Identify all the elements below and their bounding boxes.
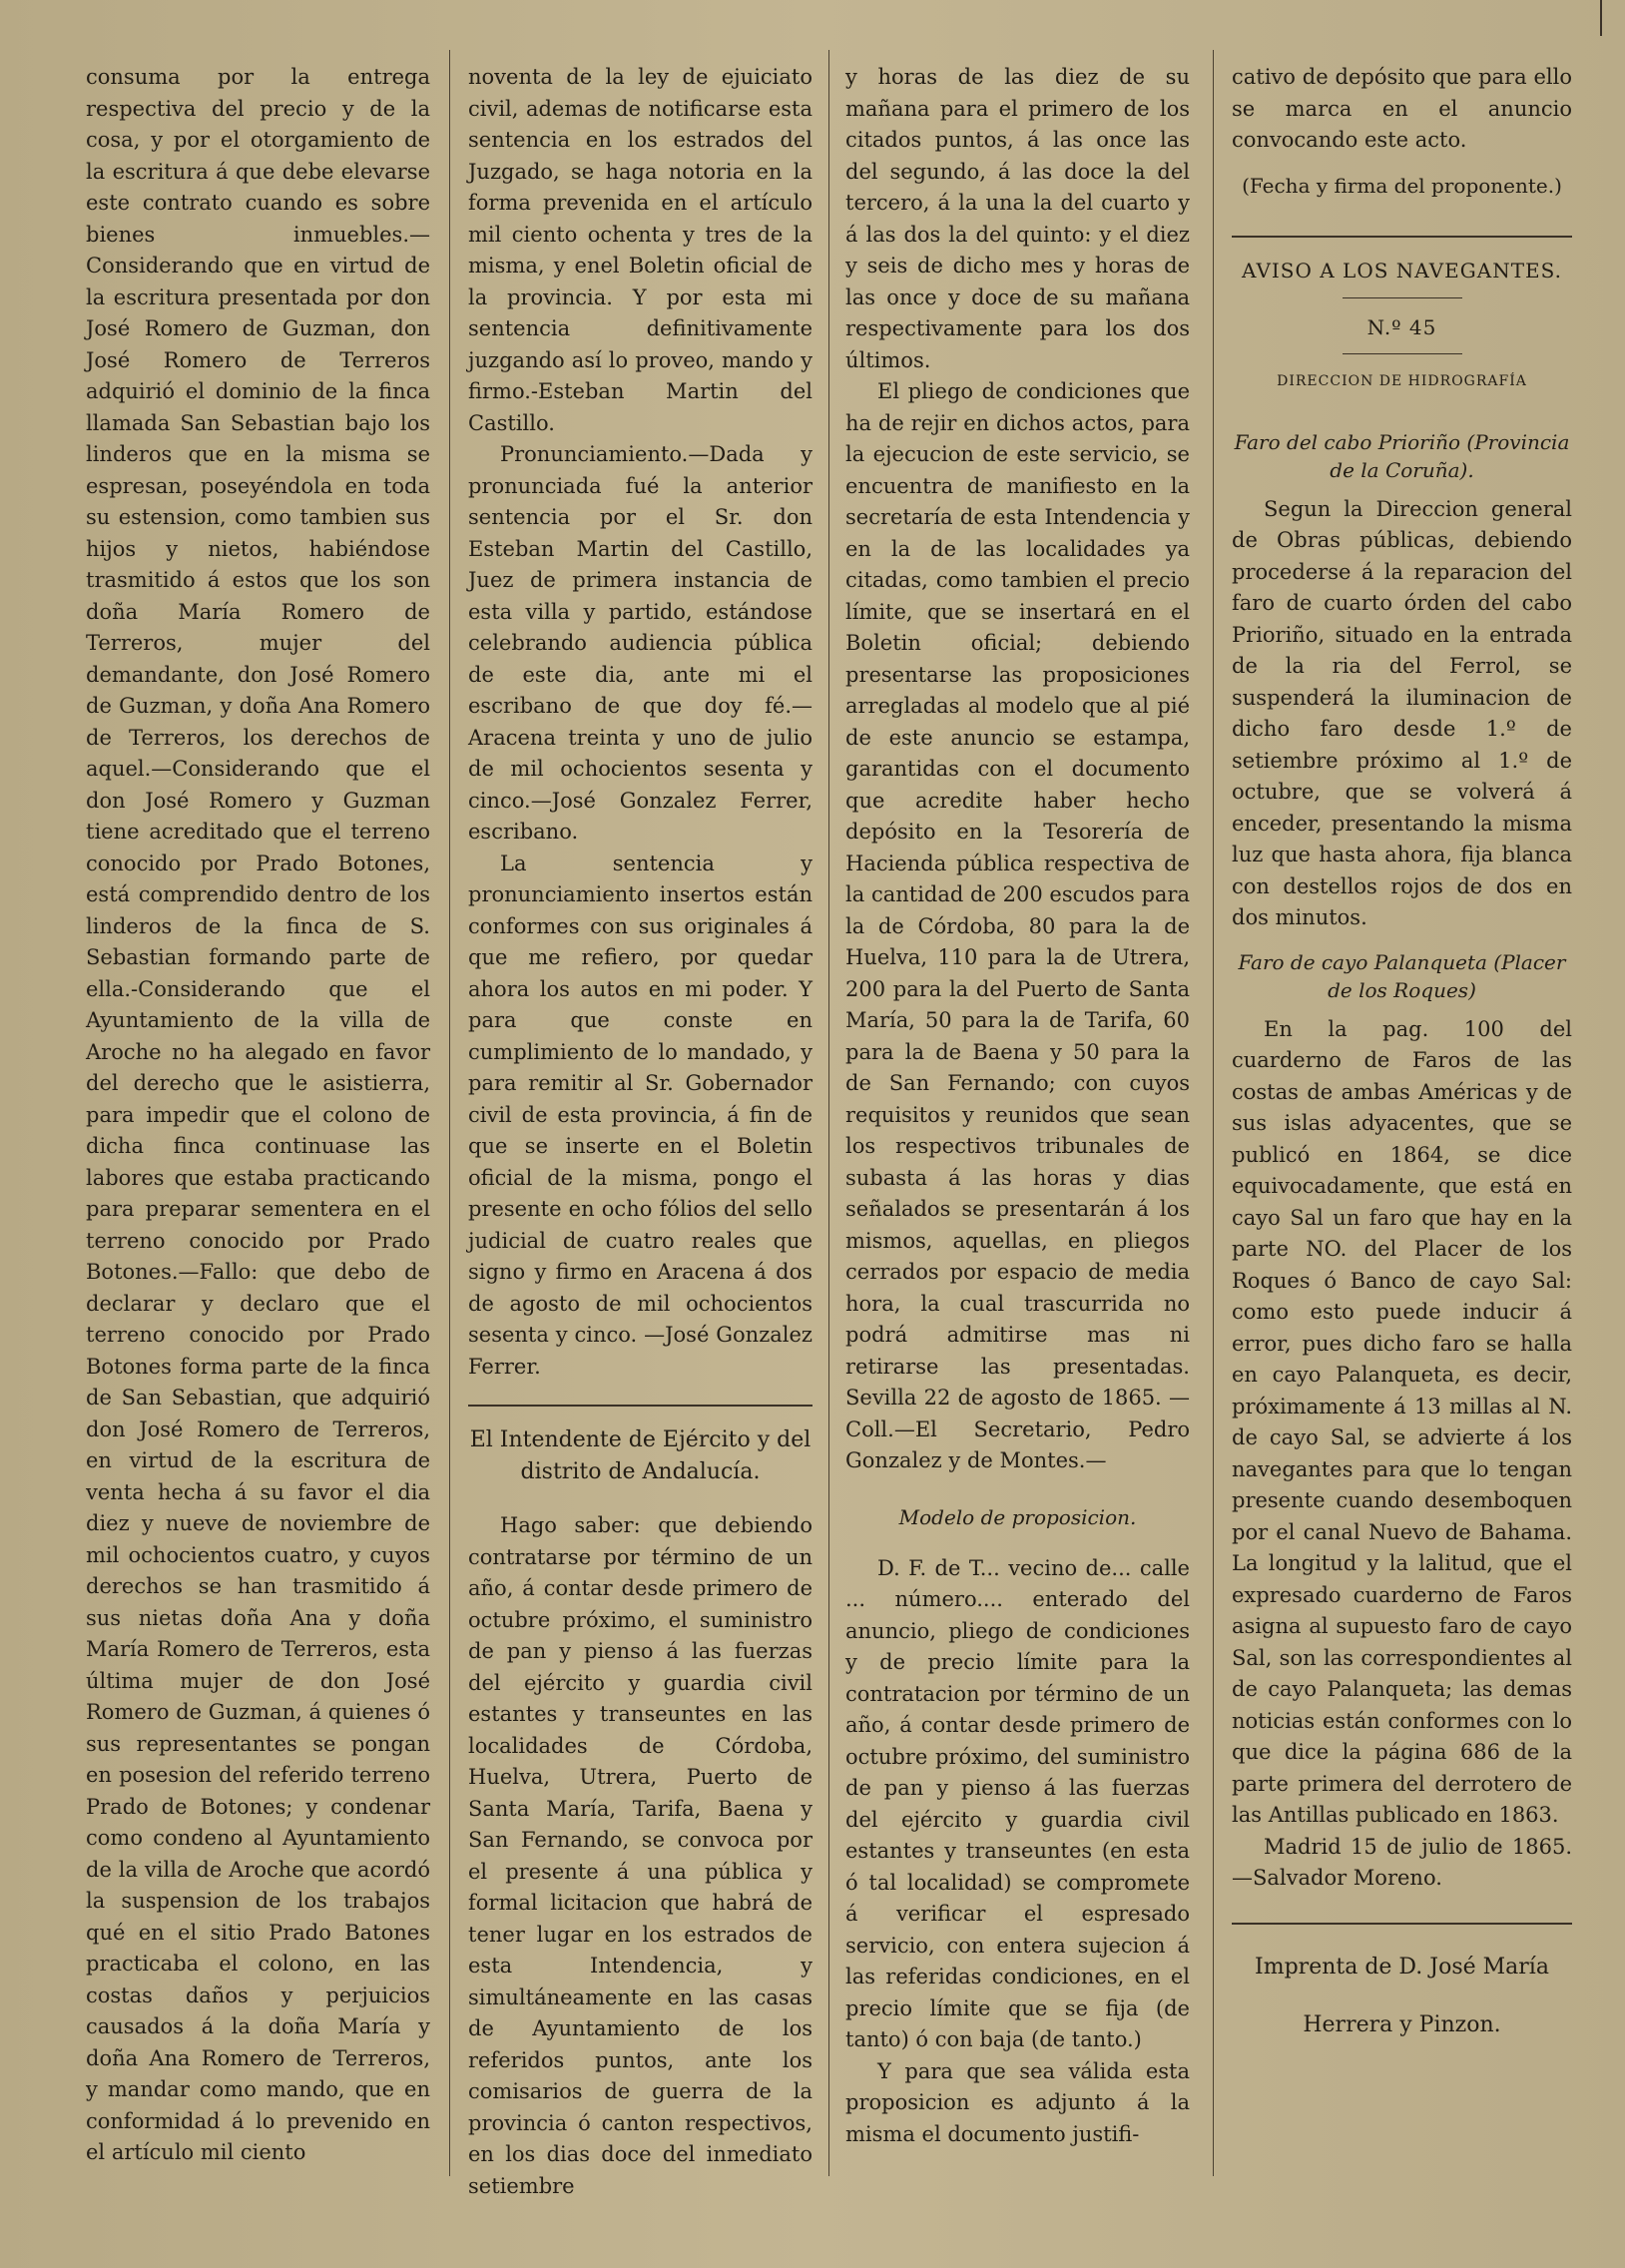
intendente-title: El Intendente de Ejército y del distrito de Andalucía. — [469, 1427, 812, 1484]
column-rule-2 — [828, 50, 829, 2176]
page-edge-mark — [1600, 0, 1602, 36]
column-rule-1 — [449, 50, 450, 2176]
certification: La sentencia y pronunciamiento insertos están conformes con sus originales á que me refiero, por quedar ahora los autos en mi poder. Y para que conste en cumplimiento de lo mandado, y para remitir al Sr. Gobernador civil de esta provincia, á fin de que se inserte en el Boletin oficial de la misma, pongo el presente en ocho fólios del sello judicial de cuatro reales que signo y firmo en Aracena á dos de agosto de mil ochocientos sesenta y cinco. —José Gonzalez Ferrer. — [468, 850, 812, 1379]
imprint-line-1: Imprenta de D. José María — [1255, 1954, 1549, 1980]
sentence-end: noventa de la ley de ejuiciato civil, ademas de notificarse esta sentencia en los estrados del Juzgado, se haga notoria en la forma prevenida en el artículo mil ciento ochenta y tres de la misma, y enel Boletin oficial de la provincia. Y por esta mi sentencia definitivamente juzgando así lo proveo, mando y firmo.-Esteban Martin del Castillo. — [468, 65, 812, 435]
short-divider — [1343, 353, 1462, 354]
conditions-paragraph: El pliego de condiciones que ha de rejir en dichos actos, para la ejecucion de este servicio, se encuentra de manifiesto en la secretaría de esta Intendencia y en la de las localidades ya citadas, como tambien el precio límite, que se insertará en el Boletin oficial; debiendo presentarse las proposiciones arregladas al modelo que al pié de este anuncio se estampa, garantidas con el documento que acredite haber hecho depósito en la Tesorería de Hacienda pública respectiva de la cantidad de 200 escudos para la de Córdoba, 80 para la de Huelva, 110 para la de Utrera, 200 para la del Puerto de Santa María, 50 para la de Tarifa, 60 para la de Baena y 50 para la de San Fernando; con cuyos requisitos y reunidos que sean los respectivos tribunales de subasta á las horas y dias señalados se presentarán á los mismos, aquellas, en pliegos cerrados por espacio de media hora, la cual trascurrida no podrá admitirse mas ni retirarse las presentadas. Sevilla 22 de agosto de 1865. —Coll.—El Secretario, Pedro Gonzalez y de Montes.— — [845, 379, 1190, 1472]
model-title: Modelo de proposicion. — [898, 1504, 1137, 1529]
lighthouse-prior-text: Segun la Direccion general de Obras públicas, debiendo procederse á la reparacion del faro de cuarto órden del cabo Prioriño, situado en la entrada de la ria del Ferrol, se suspenderá la iluminacion de dicho faro desde 1.º de setiembre próximo al 1.º de octubre, que se volverá á enceder, presentando la misma luz que hasta ahora, fija blanca con destellos rojos de dos en dos minutos. — [1232, 496, 1572, 929]
imprint-line-2: Herrera y Pinzon. — [1303, 2011, 1501, 2037]
section-divider — [468, 1405, 812, 1407]
intendente-announcement: Hago saber: que debiendo contratarse por término de un año, á contar desde primero de octubre próximo, el suministro de pan y pienso á las fuerzas del ejército y guardia civil estantes y transeuntes en las localidades de Córdoba, Huelva, Utrera, Puerto de Santa María, Tarifa, Baena y San Fernando, se convoca por el presente á una pública y formal licitacion que habrá de tener lugar en los estrados de esta Intendencia, y simultáneamente en las casas de Ayuntamiento de los referidos puntos, ante los comisarios de guerra de la provincia ó canton respectivos, en los dias doce del inmediato setiembre — [468, 1513, 812, 2198]
short-divider — [1343, 297, 1462, 298]
department-name: DIRECCION DE HIDROGRAFÍA — [1277, 373, 1527, 389]
sentence-text: consuma por la entrega respectiva del precio y de la cosa, y por el otorgamiento de la escritura á que debe elevarse este contrato cuando es sobre bienes inmuebles.—Considerando que en virtud de la escritura presentada por don José Romero de Guzman, don José Romero de Terreros adquirió el dominio de la finca llamada San Sebastian bajo los linderos que en la misma se espresan, poseyéndola en toda su estension, como tambien sus hijos y nietos, habiéndose trasmitido á estos que los son doña María Romero de Terreros, mujer del demandante, don José Romero de Guzman, y doña Ana Romero de Terreros, los derechos de aquel.—Considerando que el don José Romero y Guzman tiene acreditado que el terreno conocido por Prado Botones, está comprendido dentro de los linderos de la finca de S. Sebastian formando parte de ella.-Considerando que el Ayuntamiento de la villa de Aroche no ha alegado en favor del derecho que le asistierra, para impedir que el colono de dicha finca continuase las labores que estaba practicando para preparar sementera en el terreno conocido por Prado Botones.—Fallo: que debo de declarar y declaro que el terreno conocido por Prado Botones forma parte de la finca de San Sebastian, que adquirió don José Romero de Terreros, en virtud de la escritura de venta hecha á su favor el dia diez y nueve de noviembre de mil ochocientos cuatro, y cuyos derechos se han trasmitido á sus nietas doña Ana y doña María Romero de Terreros, esta última mujer de don José Romero de Guzman, á quienes ó sus representantes se pongan en posesion del referido terreno Prado de Botones; y condenar como condeno al Ayuntamiento de la villa de Aroche que acordó la suspension de los trabajos qué en el sitio Prado Batones practicaba el colono, en las costas daños y perjuicios causados á la doña María y doña Ana Romero de Terreros, y mandar como mando, que en conformidad á lo prevenido en el artículo mil ciento — [86, 65, 430, 2164]
column-3 — [845, 62, 1190, 2150]
model-text: D. F. de T... vecino de... calle ... número.... enterado del anuncio, pliego de condiciones y de precio límite para la contratacion por término de un año, á contar desde primero de octubre próximo, del suministro de pan y pienso á las fuerzas del ejército y guardia civil estantes y transeuntes (en esta ó tal localidad) se compromete á verificar el espresado servicio, con entera sujecion á las referidas condiciones, en el precio límite que se fija (de tanto) ó con baja (de tanto.) — [845, 1555, 1190, 2051]
notice-title: AVISO A LOS NAVEGANTES. — [1242, 259, 1562, 283]
model-continued: cativo de depósito que para ello se marca en el anuncio convocando este acto. — [1232, 65, 1572, 152]
column-1 — [86, 62, 430, 2169]
column-rule-3 — [1213, 50, 1214, 2176]
column-4 — [1232, 62, 1572, 2050]
lighthouse-prior-title: Faro del cabo Prioriño (Provincia de la Coruña). — [1234, 429, 1570, 482]
notice-number: N.º 45 — [1366, 314, 1437, 339]
notice-signature: Madrid 15 de julio de 1865. —Salvador Moreno. — [1232, 1834, 1572, 1890]
lighthouse-palanqueta-text: En la pag. 100 del cuarderno de Faros de las costas de ambas Américas y de sus islas adyacentes, que se publicó en 1864, se dice equivocadamente, que está en cayo Sal un faro que hay en la parte NO. del Placer de los Roques ó Banco de cayo Sal: como esto puede inducir á error, pues dicho faro se halla en cayo Palanqueta, es decir, próximamente á 13 millas al N. de cayo Sal, se advierte á los navegantes para que lo tengan presente cuando desemboquen por el canal Nuevo de Bahama. La longitud y la lalitud, que el expresado cuarderno de Faros asigna al supuesto faro de cayo Sal, son las correspondientes al de cayo Palanqueta; las demas noticias están conformes con lo que dice la página 686 de la parte primera del derrotero de las Antillas publicado en 1863. — [1232, 1016, 1572, 1827]
model-closing: Y para que sea válida esta proposicion es adjunto á la misma el documento justifi- — [845, 2058, 1190, 2146]
section-divider — [1232, 1923, 1572, 1925]
announcement-continued: y horas de las diez de su mañana para el primero de los citados puntos, á las once las del segundo, á las doce la del tercero, á la una la del cuarto y á las dos la del quinto: y el diez y seis de dicho mes y horas de las once y doce de su mañana respectivamente para los dos últimos. — [845, 65, 1190, 372]
lighthouse-palanqueta-title: Faro de cayo Palanqueta (Placer de los Roques) — [1238, 949, 1566, 1002]
pronunciamiento: Pronunciamiento.—Dada y pronunciada fué la anterior sentencia por el Sr. don Esteban Martin del Castillo, Juez de primera instancia de esta villa y partido, estándose celebrando audiencia pública de este dia, ante mi el escribano de que doy fé.—Aracena treinta y uno de julio de mil ochocientos sesenta y cinco.—José Gonzalez Ferrer, escribano. — [468, 442, 812, 844]
proponent-signature: (Fecha y firma del proponente.) — [1242, 173, 1562, 198]
column-2 — [468, 62, 812, 2202]
section-divider — [1232, 236, 1572, 238]
